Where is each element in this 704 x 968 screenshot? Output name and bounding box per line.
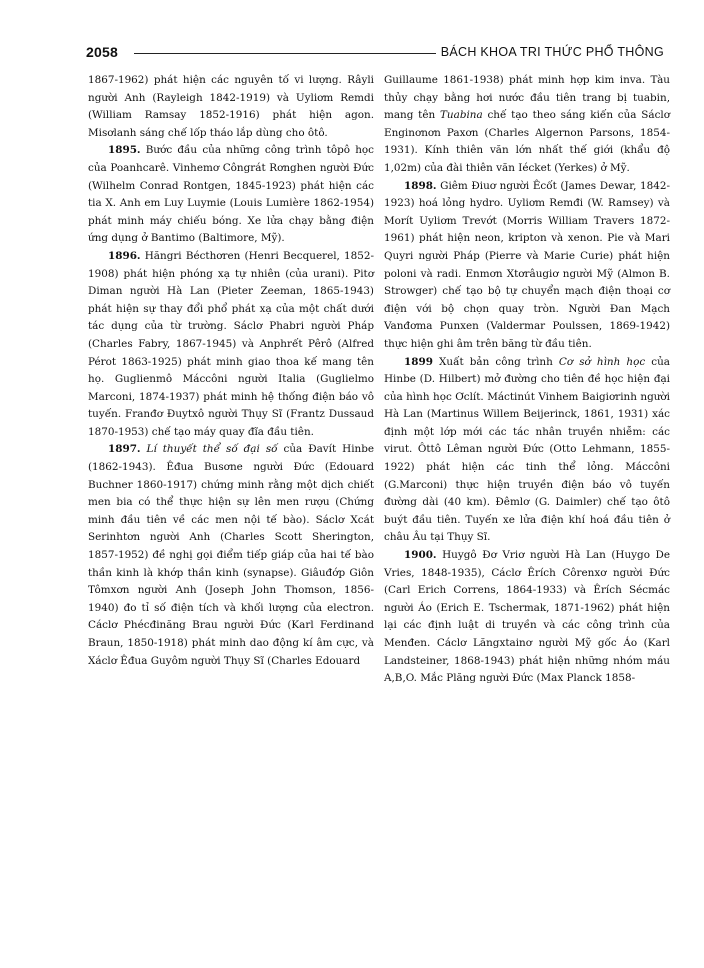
year-label: 1896. [108,249,141,262]
entry-text: Giêm Điuơ người Êcốt (James Dewar, 1842-1923) hoá lỏng hydro. Uyliơm Remđi (W. Ramsey) và Morít Uyliơm Trevớt (Morris William Travers 1872-1961) phát hiện neon, kripton và xenon. Pie và Mari Quyri người Pháp (Pierre và Marie Curie) phát hiện poloni và radi. Enmơn Xtơrâugiơ người Mỹ (Almon B. Strowger) chế tạo bộ tự chuyển mạch điện thoại cơ điện với bộ chọn quay tròn. Người Đan Mạch Vanđơma Punxen (Valdermar Poulssen, 1869-1942) thực hiện ghi âm trên băng từ đầu tiên. [384,179,670,350]
right-column [384,72,670,688]
paragraph-continued [88,72,374,142]
entry-1898 [384,178,670,354]
entry-1900 [384,547,670,688]
entry-text: Huygô Đơ Vriơ người Hà Lan (Huygo De Vries, 1848-1935), Cáclơ Êrích Côrenxơ người Đức (Carl Erich Correns, 1864-1933) và Êrích Sécmác người Áo (Erich E. Tschermak, 1871-1962) phát hiện lại các định luật di truyền và các công trình của Menđen. Cáclơ Lăngxtainơ người Mỹ gốc Áo (Karl Landsteiner, 1868-1943) phát hiện những nhóm máu A,B,O. Mắc Plăng người Đức (Max Planck 1858- [384,549,670,685]
ship-name: Tuabina [440,109,483,122]
page-number: 2058 [86,44,118,60]
year-label: 1900. [404,549,437,562]
entry-text: của Đavít Hinbe (1862-1943). Êđua Busơne người Đức (Edouard Buchner 1860-1917) chứng minh rằng một dịch chiết men bia có thể thực hiện sự lên men rượu (Chứng minh đầu tiên về các men nội tế bào). Sáclơ Xcát Serinhtơn người Anh (Charles Scott Sherington, 1857-1952) đề nghị gọi điểm tiếp giáp của hai tế bào thần kinh là khớp thần kinh (synapse). Giâuđớp Giôn Tômxơn người Anh (Joseph John Thomson, 1856-1940) đo tỉ số điện tích và khối lượng của electron. Cáclơ Phécđinăng Brau người Đức (Karl Ferdinand Braun, 1850-1918) phát minh dao động kí âm cực, và Xáclơ Êđua Guyôm người Thụy Sĩ (Charles Edouard [88,443,375,667]
work-title: Cơ sở hình học [558,355,646,368]
paragraph-continued [384,72,670,178]
entry-text: Xuất bản công trình [432,355,559,368]
year-label: 1897. [108,443,141,456]
running-title: BÁCH KHOA TRI THỨC PHỔ THÔNG [440,45,664,59]
header-rule [134,53,436,54]
entry-text: Bước đầu của những công trình tôpô học của Poanhcarê. Vinhemơ Côngrát Rơnghen người Đức (Wilhelm Conrad Rontgen, 1845-1923) phát hiện các tia X. Anh em Luy Luymie (Louis Lumière 1862-1954) phát minh máy chiếu bóng. Xe lửa chạy bằng điện ứng dụng ở Bantimo (Baltimore, Mỹ). [88,144,374,245]
left-column [88,72,374,670]
paragraph-text: Guillaume 1861-1938) phát minh hợp kim inva. Tàu thủy chạy bằng hơi nước đầu tiên trang bị tuabin, mang tên [384,74,670,122]
paragraph-text: 1867-1962) phát hiện các nguyên tố vi lượng. Râyli người Anh (Rayleigh 1842-1919) và Uyliơm Remdi (William Ramsay 1852-1916) phát hiện agon. Misơlanh sáng chế lốp tháo lắp dùng cho ôtô. [88,74,374,139]
entry-1895 [88,142,374,248]
year-label: 1895. [108,144,141,157]
entry-1897 [88,441,374,670]
entry-text: Hăngri Bécthơren (Henri Becquerel, 1852-1908) phát hiện phóng xạ tự nhiên (của urani). Pitơ Diman người Hà Lan (Pieter Zeeman, 1865-1943) phát hiện sự thay đổi phổ phát xạ của một chất dưới tác dụng của từ trường. Sáclơ Phabri người Pháp (Charles Fabry, 1867-1945) và Anphrết Pêrô (Alfred Pérot 1863-1925) phát minh giao thoa kế mang tên họ. Guglienmô Máccôni người Italia (Guglielmo Marconi, 1874-1937) phát minh hệ thống điện báo vô tuyến. Franđơ Đuytxô người Thụy Sĩ (Frantz Dussaud 1870-1953) chế tạo máy quay đĩa đầu tiên. [88,249,374,438]
entry-1899 [384,354,670,548]
paragraph-text: chế tạo theo sáng kiến của Sáclơ Enginơnơn Paxơn (Charles Algernon Parsons, 1854-1931). Kính thiên văn lớn nhất thế giới (khẩu độ 1,02m) của đài thiên văn Iécket (Yerkes) ở Mỹ. [384,109,671,174]
work-title: Lí thuyết thể số đại số [146,443,278,456]
year-label: 1898. [404,179,437,192]
entry-1896 [88,248,374,442]
year-label: 1899 [404,355,433,368]
entry-text: của Hinbe (D. Hilbert) mở đường cho tiên đề học hiện đại của hình học Ơclít. Máctinút Vinhem Baigiơrinh người Hà Lan (Martinus Willem Beijerinck, 1861, 1931) xác định một lớp mới các tác nhân truyền nhiễm: các virut. Ôttô Lêman người Đức (Otto Lehmann, 1855-1922) phát hiện các tinh thể lỏng. Máccôni (G.Marconi) thực hiện truyền điện báo vô tuyến đường dài (40 km). Đêmlơ (G. Daimler) chế tạo ôtô buýt đầu tiên. Tuyến xe lửa điện khí hoá đầu tiên ở châu Âu tại Thụy Sĩ. [384,355,671,544]
page-header [86,44,664,64]
